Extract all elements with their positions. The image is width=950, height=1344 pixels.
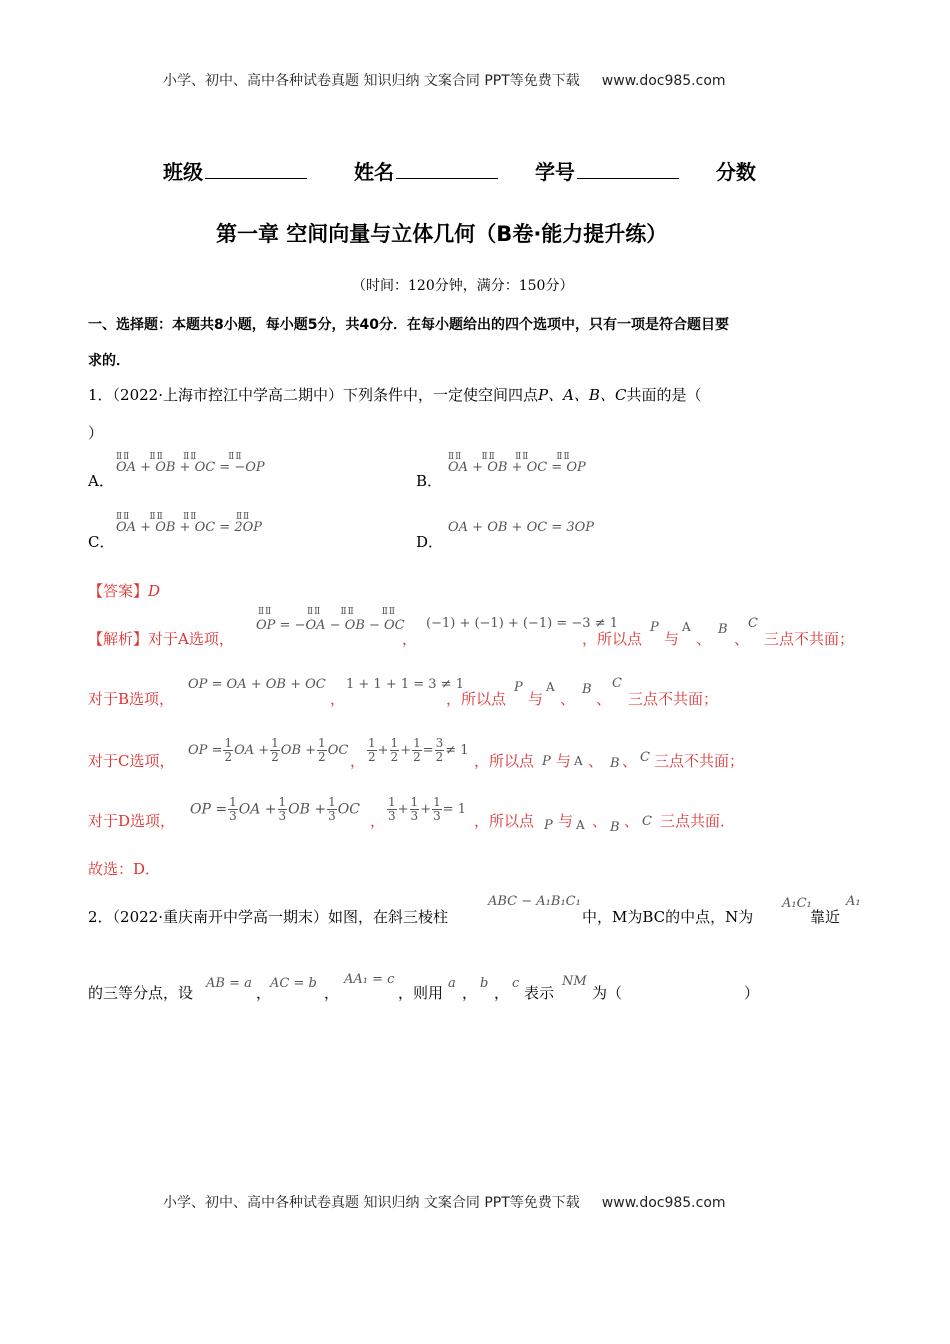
analysis-a-pb: B (718, 622, 728, 637)
analysis-a-line: 【解析】对于A选项， (88, 630, 234, 648)
analysis-a-pa: A (682, 620, 691, 634)
q1-option-a-vec-marks: ⅡⅡ ⅡⅡ ⅡⅡ ⅡⅡ (116, 452, 243, 462)
q1-option-a[interactable] (88, 470, 114, 491)
q2-vertex: A₁ (846, 894, 861, 909)
q1-option-b[interactable] (416, 470, 442, 491)
q1-option-d[interactable] (416, 531, 443, 552)
q1-option-a-label: A． (88, 472, 114, 490)
q1-option-c-vec-marks: ⅡⅡ ⅡⅡ ⅡⅡ ⅡⅡ (116, 512, 251, 522)
header-url[interactable]: www.doc985.com (601, 73, 726, 89)
analysis-b-expr: OP = OA + OB + OC (188, 677, 326, 692)
q1-option-c-label: C． (88, 533, 115, 551)
analysis-a-cond: (−1) + (−1) + (−1) = −3 ≠ 1 (426, 616, 618, 631)
page-footer (163, 1192, 726, 1212)
analysis-a-tail: 三点不共面； (764, 630, 855, 648)
q2-seg: A₁C₁ (782, 896, 812, 911)
page-header (163, 70, 726, 90)
q2-close-paren: ） (744, 984, 760, 1002)
id-label: 学号 (534, 160, 575, 184)
page-subtitle: （时间：120分钟，满分：150分） (352, 278, 574, 294)
q1-option-d-expr: OA + OB + OC = 3OP (448, 520, 595, 535)
q1-conclusion: 故选：D． (88, 860, 161, 878)
q2-mid: 中，M为BC的中点，N为 (582, 908, 754, 926)
class-label: 班级 (163, 160, 203, 184)
q2-prism: ABC − A₁B₁C₁ (488, 894, 581, 909)
analysis-d-line: 对于D选项， (88, 812, 176, 830)
q2-ab: AB = a (206, 976, 252, 991)
analysis-d-expr: OP = $\frac{1}{3}$ OA + $\frac{1}{3}$ OB + $\frac{1}{3}$ OC (190, 795, 360, 823)
q1-close-paren: ） (88, 424, 104, 442)
q2-vb: b (480, 976, 489, 991)
analysis-d-tail: 三点共面． (660, 812, 736, 830)
q1-option-b-vec-marks: ⅡⅡ ⅡⅡ ⅡⅡ ⅡⅡ (448, 452, 571, 462)
section-heading-line1: 一、选择题：本题共8小题，每小题5分，共40分．在每小题给出的四个选项中，只有一项是符合题目要 (88, 317, 729, 333)
q1-answer-value: D (148, 582, 161, 600)
analysis-a-comma: ， (402, 630, 418, 648)
q1-answer: 【答案】D (88, 582, 161, 600)
analysis-a-pc: C (748, 616, 758, 631)
q2-nm: NM (562, 974, 587, 989)
q2-ac: AC = b (270, 976, 317, 991)
analysis-a-vec-marks: ⅡⅡ ⅡⅡ ⅡⅡ ⅡⅡ (258, 607, 397, 617)
analysis-c-expr: OP = $\frac{1}{2}$ OA + $\frac{1}{2}$ OB + $\frac{1}{2}$ OC (188, 736, 349, 764)
analysis-b-line: 对于B选项， (88, 690, 175, 708)
q2-stem: 2．（2022·重庆南开中学高一期末）如图，在斜三棱柱 (88, 908, 448, 926)
header-text: 小学、初中、高中各种试卷真题 知识归纳 文案合同 PPT等免费下载 (163, 73, 580, 89)
q2-vc: c (512, 976, 520, 991)
score-label: 分数 (715, 160, 756, 184)
q1-stem: 1．（2022·上海市控江中学高二期中）下列条件中，一定使空间四点P、A、B、C共面的是（ (88, 386, 702, 404)
q2-line2: 的三等分点，设 (88, 984, 194, 1002)
q1-points: P、A、B、C (538, 386, 627, 404)
analysis-b-cond: 1 + 1 + 1 = 3 ≠ 1 (346, 677, 464, 692)
id-blank[interactable] (577, 160, 679, 179)
analysis-a-p: P (650, 620, 659, 635)
q2-va: a (448, 976, 456, 991)
name-label: 姓名 (353, 160, 394, 184)
q2-aa1: AA₁ = c (344, 972, 395, 987)
q2-near: 靠近 (810, 908, 841, 926)
name-blank[interactable] (396, 160, 498, 179)
analysis-c-line: 对于C选项， (88, 752, 175, 770)
page-title: 第一章 空间向量与立体几何（B卷·能力提升练） (216, 222, 668, 246)
q1-option-c-expr: OA + OB + OC = 2OP (116, 520, 263, 535)
analysis-c-cond: $\frac{1}{2}$ + $\frac{1}{2}$ + $\frac{1}{2}$ = $\frac{3}{2}$ ≠ 1 (368, 736, 469, 764)
analysis-d-cond: $\frac{1}{3}$ + $\frac{1}{3}$ + $\frac{1}{3}$ = 1 (388, 795, 467, 823)
q1-option-a-expr: OA + OB + OC = −OP (116, 460, 265, 475)
class-blank[interactable] (205, 160, 307, 179)
analysis-b-tail: 三点不共面； (628, 690, 719, 708)
q1-option-b-label: B． (416, 472, 443, 490)
analysis-a-conc: ，所以点 (582, 630, 643, 648)
section-heading-line2: 求的． (88, 353, 130, 369)
analysis-c-tail: 三点不共面； (654, 752, 745, 770)
q1-option-b-expr: OA + OB + OC = OP (448, 460, 586, 475)
analysis-a-expr: OP = −OA − OB − OC (256, 618, 405, 633)
q1-option-d-label: D． (416, 533, 444, 551)
footer-url[interactable]: www.doc985.com (601, 1195, 726, 1211)
q1-option-c[interactable] (88, 531, 114, 552)
info-fields (163, 156, 756, 185)
footer-text: 小学、初中、高中各种试卷真题 知识归纳 文案合同 PPT等免费下载 (163, 1195, 580, 1211)
